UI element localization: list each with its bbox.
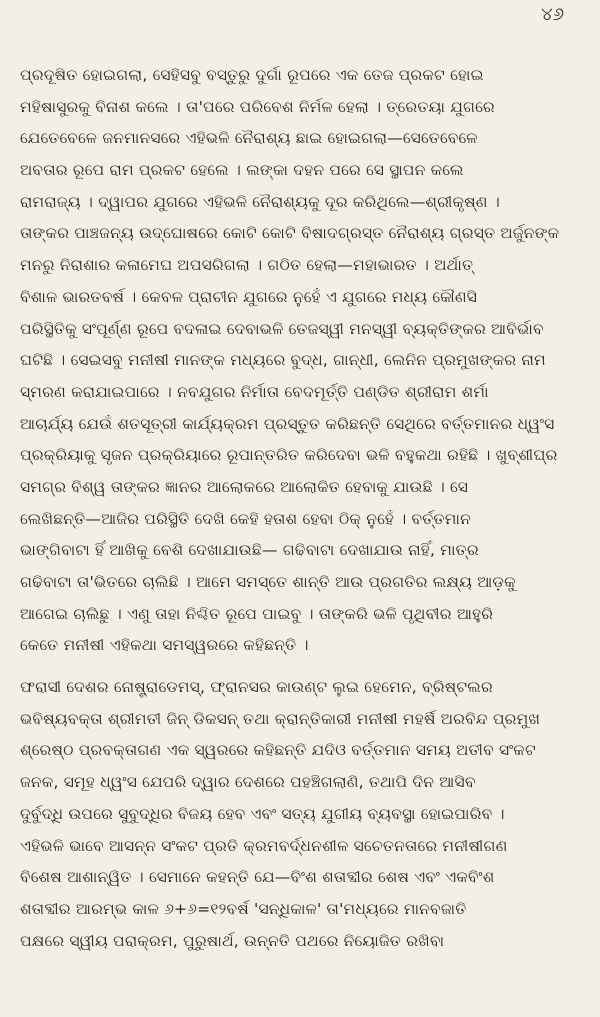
text-line: ଲେଖିଛନ୍ତି—ଆଜିର ପରିସ୍ଥିତି ଦେଖି କେହି ହତାଶ ହେବା ଠିକ୍ ନୁହେଁ । ବର୍ତ୍ତମାନ: [20, 509, 471, 528]
paragraph-2: [20, 672, 582, 957]
text-line: ଯେତେବେଳେ ଜନମାନସରେ ଏହିଭଳି ନୈରାଶ୍ୟ ଛାଇ ହୋଇଗଲା—ସେତେବେଳେ: [20, 129, 478, 148]
text-line: ସମଗ୍ର ବିଶ୍ୱ ତାଙ୍କର ଜ୍ଞାନର ଆଲୋକରେ ଆଲୋକିତ ହେବାକୁ ଯାଉଛି । ସେ: [20, 477, 469, 496]
text-line: ଶ୍ରେଷ୍ଠ ପ୍ରବକ୍ତାଗଣ ଏକ ସ୍ୱରରେ କହିଛନ୍ତି ଯଦିଓ ବର୍ତ୍ତମାନ ସମୟ ଅତୀବ ସଂକଟ: [20, 741, 536, 760]
text-line: ପ୍ରକ୍ରିୟାକୁ ସୃଜନ ପ୍ରକ୍ରିୟାରେ ରୂପାନ୍ତରିତ କରିଦେବା ଭଳି ବହୁକଥା ରହିଛି । ଖୁବ୍‌ଶୀଘ୍ର: [20, 446, 558, 465]
text-line: ଆଚାର୍ଯ୍ୟ ଯେଉଁ ଶତସୂତ୍ରୀ କାର୍ଯ୍ୟକ୍ରମ ପ୍ରସ୍ତୁତ କରିଛନ୍ତି ସେଥିରେ ବର୍ତ୍ତମାନର ଧ୍ୱଂସ: [20, 414, 555, 433]
text-line: ଆଗେଇ ଚାଲିଛୁ । ଏଣୁ ତାହା ନିଶ୍ଚିତ ରୂପେ ପାଇବୁ । ତାଙ୍କରି ଭଳି ପୃଥିବୀର ଆହୁରି: [20, 604, 494, 623]
text-line: କେତେ ମନୀଷୀ ଏହିକଥା ସମସ୍ୱରରେ କହିଛନ୍ତି ।: [20, 636, 309, 655]
text-line: ପକ୍ଷରେ ସ୍ୱୀୟ ପରାକ୍ରମ, ପୁରୁଷାର୍ଥ, ଉନ୍ନତି ପଥରେ ନିୟୋଜିତ ରଖିବା: [20, 931, 445, 950]
text-line: ମହିଷାସୁରକୁ ବିନାଶ କଲେ । ତା'ପରେ ପରିବେଶ ନିର୍ମଳ ହେଲା । ତ୍ରେତୟା ଯୁଗରେ: [20, 97, 495, 116]
text-line: ପରିସ୍ଥିତିକୁ ସଂପୂର୍ଣ୍ଣ ରୂପେ ବଦଳାଇ ଦେବାଭଳି ତେଜସ୍ୱୀ ମନସ୍ୱୀ ବ୍ୟକ୍ତିଙ୍କର ଆବିର୍ଭାବ: [20, 319, 544, 338]
body-text: [20, 60, 582, 957]
text-line: ସ୍ମରଣ କରାଯାଇପାରେ । ନବଯୁଗର ନିର୍ମାତା ବେଦମୂର୍ତ୍ତି ପଣ୍ଡିତ ଶ୍ରୀରାମ ଶର୍ମା: [20, 382, 489, 401]
paragraph-gap: [20, 662, 582, 672]
text-line: ଅବତାର ରୂପେ ରାମ ପ୍ରକଟ ହେଲେ । ଲଙ୍କା ଦହନ ପରେ ସେ ସ୍ଥାପନ କଲେ: [20, 161, 464, 180]
text-line: ଭବିଷ୍ୟବକ୍ତା ଶ୍ରୀମତୀ ଜିନ୍ ଡିକସନ୍ ତଥା କ୍ରାନ୍ତିକାରୀ ମନୀଷୀ ମହର୍ଷି ଅରବିନ୍ଦ ପ୍ରମୁଖ: [20, 709, 541, 728]
text-line: ଶତାବ୍ଦୀର ଆରମ୍ଭ କାଳ ୬+୬=୧୨ବର୍ଷ 'ସନ୍ଧିକାଳ' ତା'ମଧ୍ୟରେ ମାନବଜାତି: [20, 899, 467, 918]
text-line: ଜନକ, ସମୂହ ଧ୍ୱଂସ ଯେପରି ଦ୍ୱାର ଦେଶରେ ପହଞ୍ଚିଗଲାଣି, ତଥାପି ଦିନ ଆସିବ: [20, 773, 476, 792]
text-line: ଭାଙ୍ଗିବାଟା ହିଁ ଆଖିକୁ ବେଶି ଦେଖାଯାଉଛି— ଗଢିବାଟା ଦେଖାଯାଉ ନାହିଁ, ମାତ୍ର: [20, 541, 479, 560]
page-number: ୪୬: [541, 4, 564, 25]
text-line: ପ୍ରଦୂଷିତ ହୋଇଗଲା, ସେହିସବୁ ବସ୍ତୁରୁ ଦୁର୍ଗା ରୂପରେ ଏକ ତେଜ ପ୍ରକଟ ହୋଇ: [20, 66, 484, 84]
text-line: ଗଢିବାଟା ତା'ଭିତରେ ଚାଲିଛି । ଆମେ ସମସ୍ତେ ଶାନ୍ତି ଆଉ ପ୍ରଗତିର ଲକ୍ଷ୍ୟ ଆଡ଼କୁ: [20, 573, 516, 591]
text-line: ବିଶେଷ ଆଶାନ୍ୱିତ । ସେମାନେ କହନ୍ତି ଯେ—ବିଂଶ ଶତାବ୍ଦୀର ଶେଷ ଏବଂ ଏକବିଂଶ: [20, 868, 495, 887]
text-line: ରାମରାଜ୍ୟ । ଦ୍ୱାପର ଯୁଗରେ ଏହିଭଳି ନୈରାଶ୍ୟକୁ ଦୂର କରିଥିଲେ—ଶ୍ରୀକୃଷ୍ଣ ।: [20, 192, 500, 211]
paragraph-1: [20, 60, 582, 662]
text-line: ତାଙ୍କର ପାଞ୍ଚଜନ୍ୟ ଉଦ୍‌ଘୋଷରେ କୋଟି କୋଟି ବିଷାଦଗ୍ରସ୍ତ ନୈରାଶ୍ୟ ଗ୍ରସ୍ତ ଅର୍ଜୁନଙ୍କ: [20, 224, 560, 243]
text-line: ଘଟିଛି । ସେଇସବୁ ମନୀଷୀ ମାନଙ୍କ ମଧ୍ୟରେ ବୁଦ୍ଧ, ଗାନ୍ଧୀ, ଲେନିନ ପ୍ରମୁଖଙ୍କର ନାମ: [20, 351, 546, 370]
text-line: ବିଶାଳ ଭାରତବର୍ଷ । କେବଳ ପ୍ରାଚୀନ ଯୁଗରେ ନୁହେଁ ଏ ଯୁଗରେ ମଧ୍ୟ କୌଣସି: [20, 287, 478, 306]
text-line: ଦୁର୍ବୁଦ୍ଧି ଉପରେ ସୁବୁଦ୍ଧିର ବିଜୟ ହେବ ଏବଂ ସତ୍ୟ ଯୁଗୀୟ ବ୍ୟବସ୍ଥା ହୋଇପାରିବ ।: [20, 804, 505, 823]
text-line: ଏହିଭଳି ଭାବେ ଆସନ୍ନ ସଂକଟ ପ୍ରତି କ୍ରମବର୍ଦ୍ଧନଶୀଳ ସଚେତନତାରେ ମନୀଷୀଗଣ: [20, 836, 508, 855]
text-line: ଫରାସୀ ଦେଶର ନୋଷ୍ଟ୍ରାଡେମସ୍, ଫ୍ରାନସର କାଉଣ୍ଟ ଲୁଇ ହେମେନ, ବ୍ରିଷ୍ଟଲର: [20, 678, 493, 697]
text-line: ମନରୁ ନିରାଶାର କଳାମେଘ ଅପସରିଗଲା । ଗଠିତ ହେଲା—ମହାଭାରତ । ଅର୍ଥାତ୍: [20, 256, 474, 275]
